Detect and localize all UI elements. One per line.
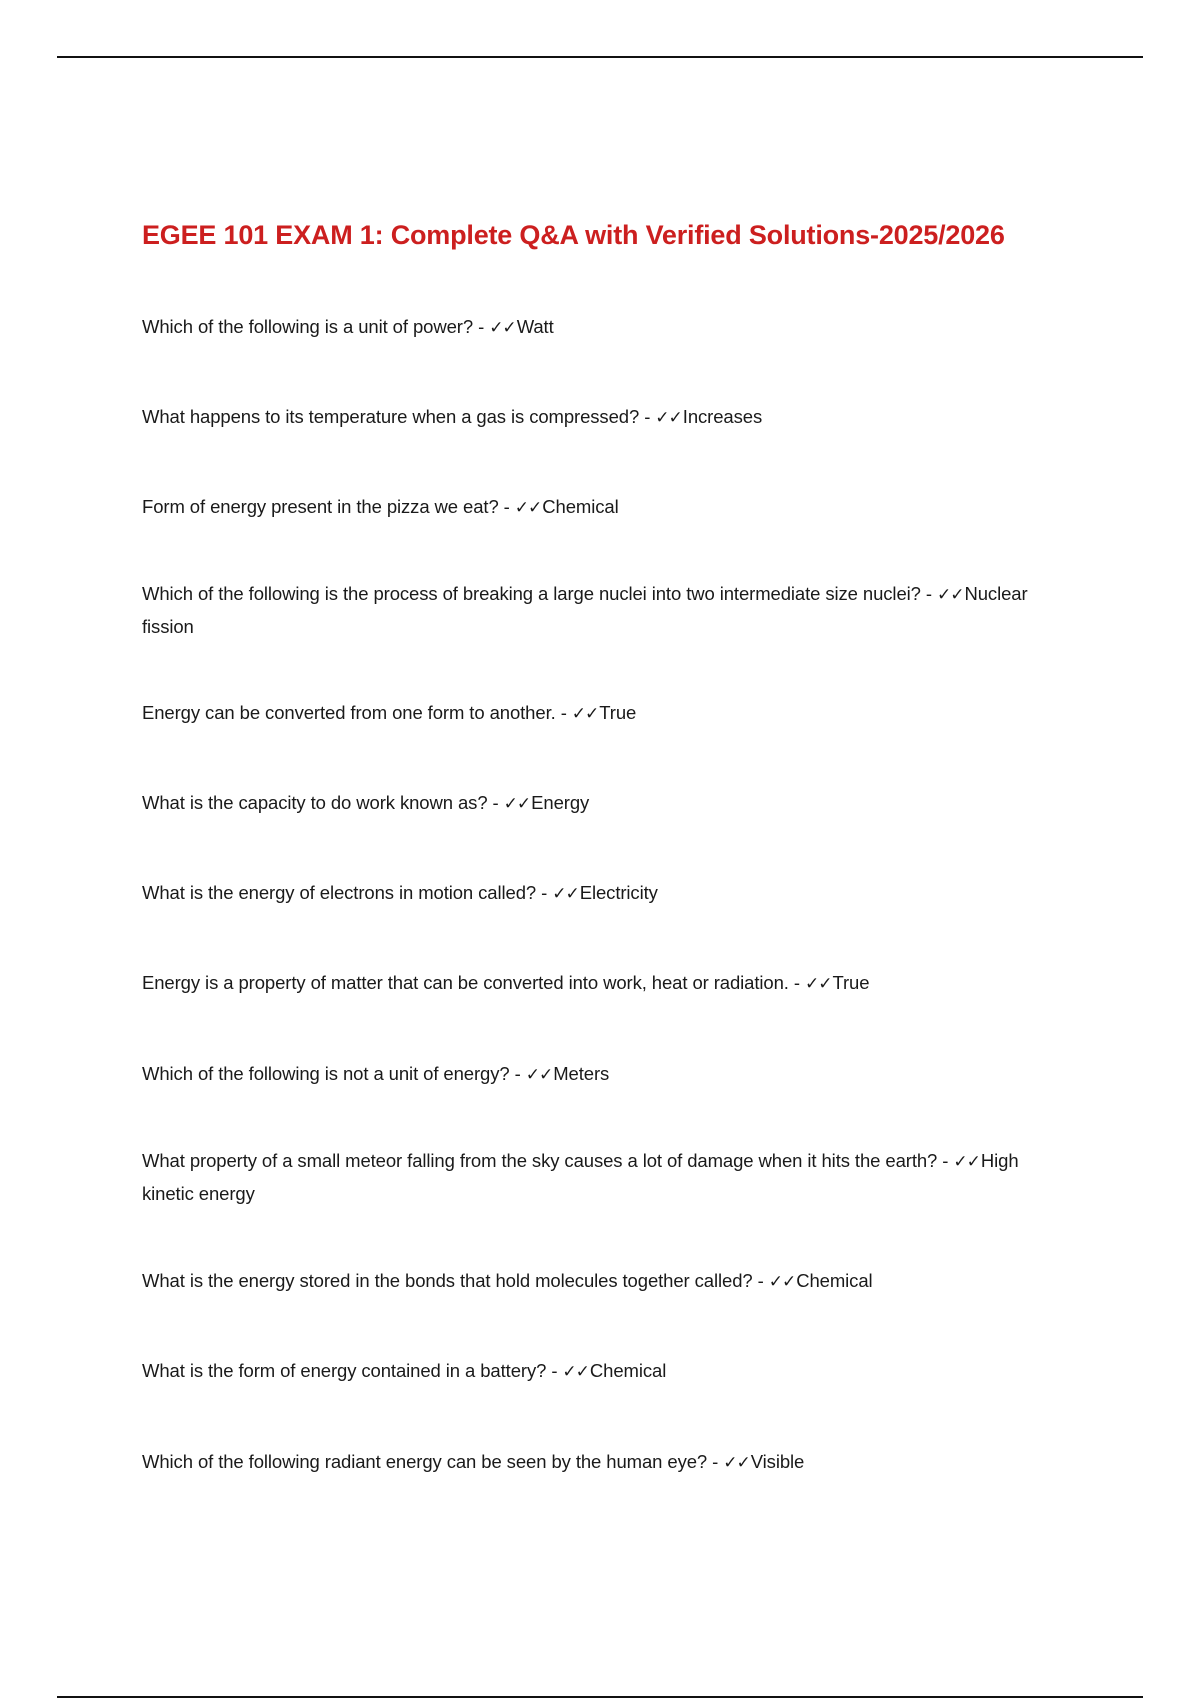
question-text: Energy can be converted from one form to another. [142,702,556,723]
double-check-icon: ✓✓ [723,1453,750,1473]
top-rule [57,56,1143,58]
separator: - [788,972,805,993]
double-check-icon: ✓✓ [571,704,599,724]
separator: - [639,406,656,427]
question-text: Which of the following radiant energy can be seen by the human eye? [142,1451,708,1472]
separator: - [707,1451,724,1472]
answer-text: Energy [531,792,590,813]
document-body [142,215,1042,1473]
double-check-icon: ✓✓ [503,794,531,814]
double-check-icon: ✓✓ [936,585,964,605]
separator: - [498,496,515,517]
qa-item [142,1058,1042,1091]
answer-text: True [832,972,870,993]
document-title: EGEE 101 EXAM 1: Complete Q&A with Verified Solutions-2025/2026 [142,220,1005,250]
qa-item [142,877,1042,910]
separator: - [555,702,572,723]
qa-item [142,311,1042,344]
answer-text: True [599,702,637,723]
double-check-icon: ✓✓ [953,1152,980,1172]
question-text: What property of a small meteor falling from the sky causes a lot of damage when it hits the earth? [142,1150,938,1171]
question-text: What happens to its temperature when a gas is compressed? [142,406,640,427]
double-check-icon: ✓✓ [562,1362,589,1382]
answer-text: High kinetic energy [142,1150,1019,1204]
qa-item [142,1446,1042,1479]
qa-item [142,1265,1042,1298]
separator: - [937,1150,954,1171]
double-check-icon: ✓✓ [514,498,542,518]
double-check-icon: ✓✓ [768,1272,796,1292]
answer-text: Chemical [542,496,619,517]
qa-item [142,401,1042,434]
double-check-icon: ✓✓ [489,318,516,338]
separator: - [487,792,504,813]
double-check-icon: ✓✓ [552,884,579,904]
qa-item [142,1355,1042,1388]
separator: - [920,583,937,604]
answer-text: Nuclear fission [142,583,1028,637]
question-text: What is the energy stored in the bonds that hold molecules together called? [142,1270,753,1291]
question-text: Which of the following is the process of breaking a large nuclei into two intermediate size nuclei? [142,583,921,604]
answer-text: Electricity [579,882,658,903]
question-text: Energy is a property of matter that can be converted into work, heat or radiation. [142,972,789,993]
answer-text: Increases [682,406,763,427]
separator: - [752,1270,769,1291]
separator: - [536,882,553,903]
question-text: Form of energy present in the pizza we eat? [142,496,499,517]
question-text: What is the capacity to do work known as? [142,792,488,813]
double-check-icon: ✓✓ [804,974,832,994]
double-check-icon: ✓✓ [525,1065,553,1085]
separator: - [546,1360,563,1381]
answer-text: Chemical [796,1270,873,1291]
question-text: What is the energy of electrons in motion called? [142,882,537,903]
qa-item [142,1145,1042,1209]
bottom-rule [57,1696,1143,1698]
qa-item [142,491,1042,524]
qa-item [142,787,1042,820]
qa-item [142,697,1042,730]
question-text: What is the form of energy contained in a battery? [142,1360,547,1381]
question-text: Which of the following is not a unit of energy? [142,1063,510,1084]
qa-item [142,967,1042,1000]
answer-text: Chemical [589,1360,667,1381]
separator: - [509,1063,526,1084]
answer-text: Meters [553,1063,610,1084]
answer-text: Watt [516,316,554,337]
question-text: Which of the following is a unit of power? [142,316,474,337]
qa-item [142,578,1042,642]
double-check-icon: ✓✓ [655,408,682,428]
separator: - [473,316,490,337]
answer-text: Visible [750,1451,805,1472]
